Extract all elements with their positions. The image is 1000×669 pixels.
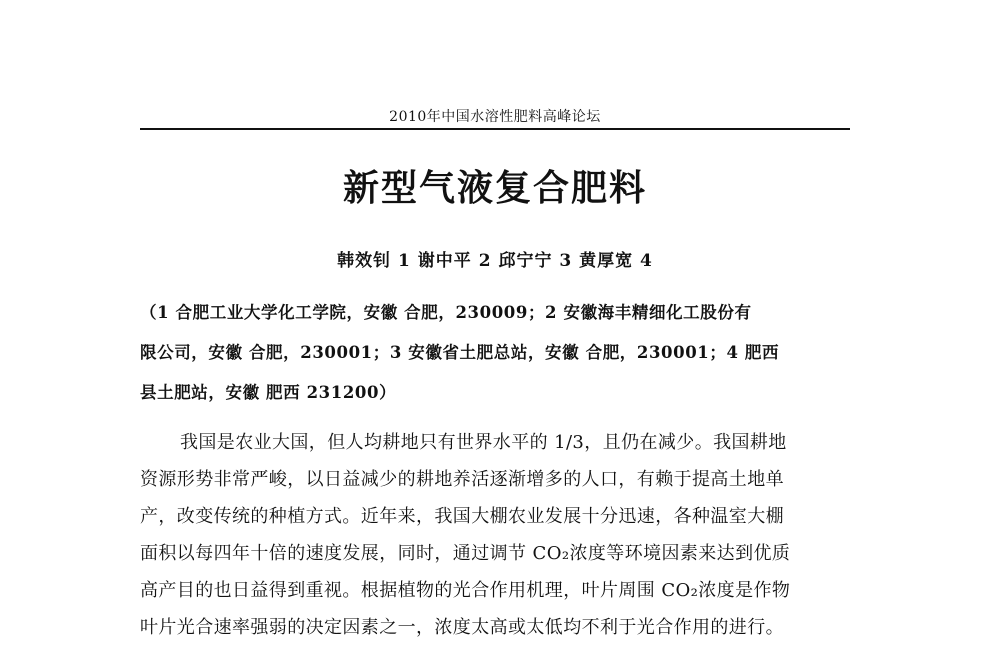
body-line: 高产目的也日益得到重视。根据植物的光合作用机理，叶片周围 CO₂浓度是作物 (140, 580, 791, 601)
affiliation-line: （1 合肥工业大学化工学院，安徽 合肥，230009；2 安徽海丰精细化工股份有 (140, 303, 752, 322)
affiliation-line: 县土肥站，安徽 肥西 231200） (140, 383, 397, 402)
affiliation-line: 限公司，安徽 合肥，230001；3 安徽省土肥总站，安徽 合肥，230001；4 肥西 (140, 343, 780, 362)
running-header: 2010年中国水溶性肥料高峰论坛 (389, 109, 601, 125)
affiliations (140, 298, 855, 418)
body-paragraph (140, 428, 860, 650)
body-line: 叶片光合速率强弱的决定因素之一，浓度太高或太低均不利于光合作用的进行。 (140, 617, 784, 638)
body-line: 产，改变传统的种植方式。近年来，我国大棚农业发展十分迅速，各种温室大棚 (140, 506, 784, 527)
article-title: 新型气液复合肥料 (342, 168, 647, 209)
header-rule (140, 128, 850, 130)
body-line: 面积以每四年十倍的速度发展，同时，通过调节 CO₂浓度等环境因素来达到优质 (140, 543, 791, 564)
author-list: 韩效钊 1 谢中平 2 邱宁宁 3 黄厚宽 4 (337, 251, 653, 271)
body-line: 我国是农业大国，但人均耕地只有世界水平的 1/3，且仍在减少。我国耕地 (180, 432, 787, 453)
body-line: 资源形势非常严峻，以日益减少的耕地养活逐渐增多的人口，有赖于提高土地单 (140, 469, 784, 490)
